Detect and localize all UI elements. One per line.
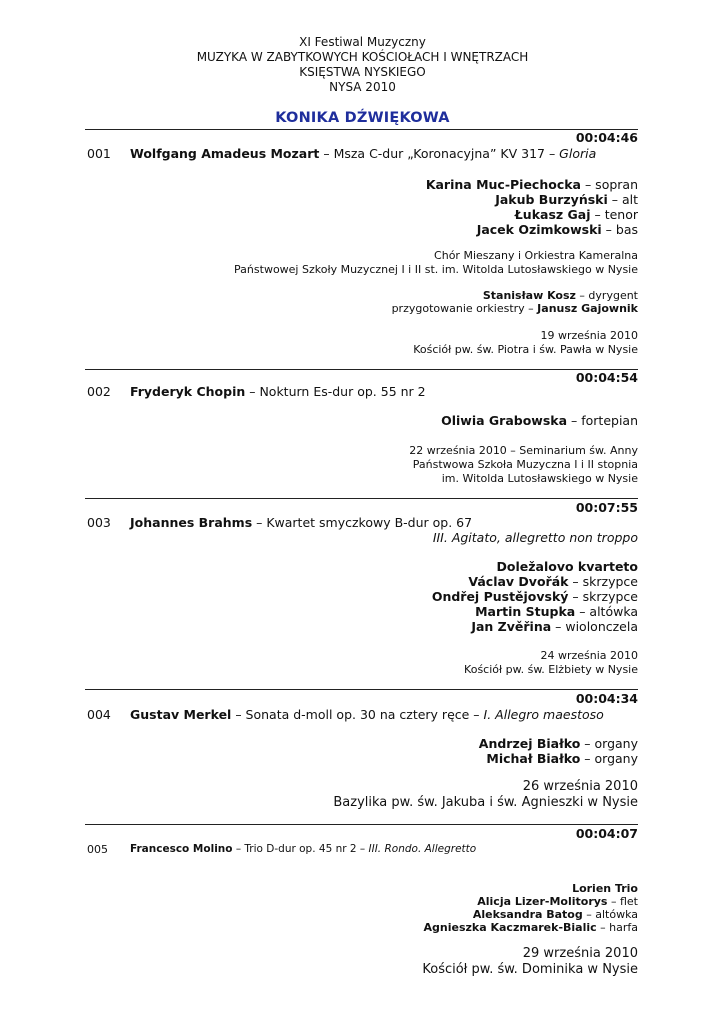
recording-place: Kościół pw. św. Elżbiety w Nysie — [464, 663, 638, 676]
track-title — [130, 515, 472, 530]
composer-name: Francesco Molino — [130, 843, 233, 855]
recording-place-cont: im. Witolda Lutosławskiego w Nysie — [441, 472, 638, 485]
track-number: 003 — [87, 515, 111, 530]
work-title: – Nokturn Es-dur op. 55 nr 2 — [245, 384, 426, 399]
section-divider — [85, 498, 638, 499]
recording-date: 19 września 2010 — [540, 329, 638, 342]
performer: Jacek Ozimkowski – bas — [476, 222, 638, 237]
track-duration: 00:04:46 — [575, 130, 638, 145]
track-title — [130, 384, 426, 399]
work-title: – Kwartet smyczkowy B-dur op. 67 — [252, 515, 473, 530]
orchestra-preparation: przygotowanie orkiestry – Janusz Gajownik — [391, 302, 638, 315]
recording-place: Kościół pw. św. Piotra i św. Pawła w Nysie — [413, 343, 638, 356]
track-duration: 00:04:34 — [575, 691, 638, 706]
work-title: – Trio D-dur op. 45 nr 2 – — [232, 843, 369, 855]
track-number: 004 — [87, 707, 111, 722]
composer-name: Wolfgang Amadeus Mozart — [130, 146, 320, 161]
track-number: 005 — [87, 843, 108, 856]
performer: Łukasz Gaj – tenor — [514, 207, 638, 222]
section-divider — [85, 129, 638, 130]
page-title: KONIKA DŹWIĘKOWA — [275, 110, 450, 126]
composer-name: Gustav Merkel — [130, 707, 232, 722]
performer: Karina Muc-Piechocka – sopran — [425, 177, 638, 192]
work-title: – Msza C-dur „Koronacyjna” KV 317 – — [319, 146, 560, 161]
track-duration: 00:04:07 — [575, 826, 638, 841]
composer-name: Fryderyk Chopin — [130, 384, 246, 399]
work-movement: III. Rondo. Allegretto — [368, 843, 477, 855]
performer: Václav Dvořák – skrzypce — [468, 574, 638, 589]
festival-region: KSIĘSTWA NYSKIEGO — [299, 65, 426, 79]
performer: Jan Zvěřina – wiolonczela — [471, 619, 638, 634]
recording-date: 26 września 2010 — [522, 779, 638, 794]
performer: Oliwia Grabowska – fortepian — [441, 413, 638, 428]
recording-place: Państwowa Szkoła Muzyczna I i II stopnia — [412, 458, 638, 471]
work-movement: Gloria — [559, 146, 597, 161]
performer: Aleksandra Batog – altówka — [472, 908, 638, 921]
festival-subtitle: MUZYKA W ZABYTKOWYCH KOŚCIOŁACH I WNĘTRZACH — [196, 50, 529, 64]
recording-date: 29 września 2010 — [522, 946, 638, 961]
conductor: Stanisław Kosz – dyrygent — [482, 289, 638, 302]
performer: Alicja Lizer-Molitorys – flet — [477, 895, 638, 908]
section-divider — [85, 689, 638, 690]
performer: Martin Stupka – altówka — [475, 604, 638, 619]
section-divider — [85, 369, 638, 370]
performer: Agnieszka Kaczmarek-Bialic – harfa — [423, 921, 638, 934]
section-divider — [85, 824, 638, 825]
track-duration: 00:07:55 — [575, 500, 638, 515]
track-number: 001 — [87, 146, 111, 161]
festival-name: XI Festiwal Muzyczny — [299, 35, 426, 49]
ensemble-name: Chór Mieszany i Orkiestra Kameralna — [434, 249, 638, 262]
ensemble-name: Lorien Trio — [572, 882, 638, 895]
recording-date-place: 22 września 2010 – Seminarium św. Anny — [409, 444, 638, 457]
composer-name: Johannes Brahms — [130, 515, 253, 530]
recording-date: 24 września 2010 — [540, 649, 638, 662]
recording-place: Bazylika pw. św. Jakuba i św. Agnieszki w Nysie — [333, 795, 638, 810]
recording-place: Kościół pw. św. Dominika w Nysie — [422, 962, 638, 977]
festival-year: NYSA 2010 — [329, 80, 396, 94]
ensemble-name-cont: Państwowej Szkoły Muzycznej I i II st. im. Witolda Lutosławskiego w Nysie — [234, 263, 638, 276]
performer: Michał Białko – organy — [486, 751, 638, 766]
performer: Ondřej Pustějovský – skrzypce — [431, 589, 638, 604]
track-title — [130, 707, 604, 722]
work-title: – Sonata d-moll op. 30 na cztery ręce – — [231, 707, 484, 722]
work-movement: I. Allegro maestoso — [483, 707, 604, 722]
track-duration: 00:04:54 — [575, 370, 638, 385]
track-title — [130, 842, 476, 857]
track-title — [130, 146, 596, 161]
ensemble-name: Doležalovo kvarteto — [496, 559, 638, 574]
track-number: 002 — [87, 384, 111, 399]
work-movement: III. Agitato, allegretto non troppo — [432, 530, 638, 545]
performer: Andrzej Białko – organy — [478, 736, 638, 751]
performer: Jakub Burzyński – alt — [495, 192, 638, 207]
